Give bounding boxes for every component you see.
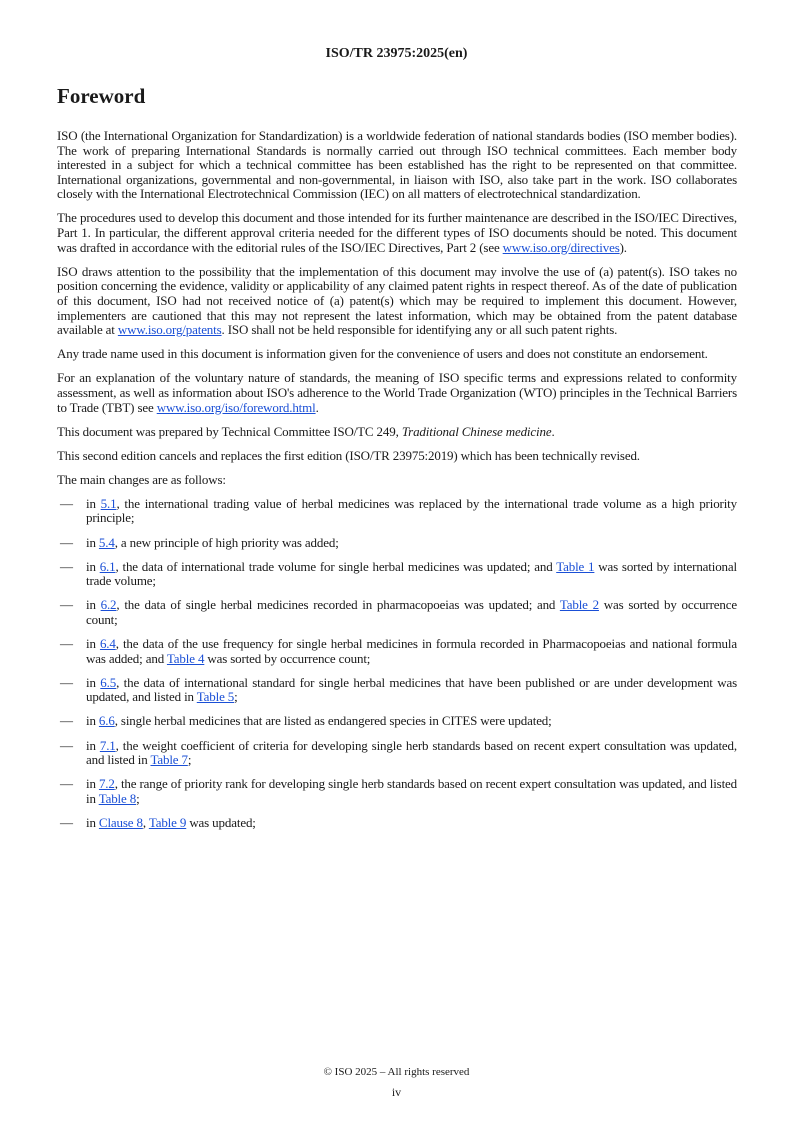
cross-reference-link[interactable]: 5.4 [98, 534, 115, 550]
text-segment: was updated; [186, 814, 256, 830]
text-segment: was sorted by occurrence count; [86, 597, 737, 627]
list-item [57, 598, 737, 627]
text-segment: , a new principle of high priority was added; [114, 534, 339, 550]
dash-bullet: — [60, 495, 73, 511]
cross-reference-link[interactable]: Table 9 [148, 814, 187, 830]
dash-bullet: — [60, 636, 73, 652]
dash-bullet: — [60, 814, 73, 830]
text-segment: in [86, 674, 101, 690]
text-segment: ISO (the International Organization for Standardization) is a worldwide federation of national standards bodies (ISO member bodies). The work of preparing International Standards is normally carried out through ISO technical committees. Each member body interested in a subject for which a technical committee has been established has the right to be represented on that committee. International organizations, governmental and non-governmental, in liaison with ISO, also take part in the work. ISO collaborates closely with the International Electrotechnical Commission (IEC) on all matters of electrotechnical standardization. [57, 128, 737, 202]
text-segment: in [86, 737, 100, 753]
text-segment: in [86, 534, 99, 550]
text-segment: ; [234, 689, 238, 705]
text-segment: , the data of single herbal medicines recorded in pharmacopoeias was updated; and [116, 597, 560, 613]
dash-bullet: — [60, 776, 73, 792]
page-title: Foreword [57, 84, 146, 108]
foreword-body [57, 129, 737, 840]
cross-reference-link[interactable]: www.iso.org/directives [502, 239, 620, 255]
text-segment: in [86, 495, 101, 511]
dash-bullet: — [60, 713, 73, 729]
cross-reference-link[interactable]: 6.6 [98, 713, 115, 729]
text-segment: Any trade name used in this document is information given for the convenience of users and does not constitute an endorsement. [57, 346, 708, 362]
list-item-text [86, 598, 737, 627]
text-segment: , the range of priority rank for developing single herb standards based on recent expert consultation was updated, and listed in [86, 776, 738, 806]
cross-reference-link[interactable]: 6.4 [99, 636, 116, 652]
list-item [57, 714, 737, 729]
cross-reference-link[interactable]: 6.5 [100, 674, 117, 690]
list-item-text [86, 739, 737, 768]
cross-reference-link[interactable]: Table 5 [196, 689, 235, 705]
list-item [57, 560, 737, 589]
paragraph [57, 265, 737, 338]
text-segment: , the international trading value of herbal medicines was replaced by the international trade volume as a high priority principle; [86, 495, 737, 526]
list-item-text [86, 777, 737, 806]
text-segment: , the data of the use frequency for single herbal medicines in formula recorded in Pharmacopoeias and national formula was added; and [86, 636, 737, 666]
page-number: iv [391, 1085, 402, 1099]
text-segment: ISO draws attention to the possibility that the implementation of this document may involve the use of (a) patent(s). ISO takes no position concerning the evidence, validity or applicability of any claimed patent rights in respect thereof. As of the date of publication of this document, ISO had not received notice of (a) patent(s) which may be required to implement this document. However, implementers are cautioned that this may not represent the latest information, which may be obtained from the patent database available at [57, 263, 737, 338]
cross-reference-link[interactable]: 6.1 [99, 558, 116, 574]
text-segment: was sorted by international trade volume; [86, 558, 737, 589]
list-item-text [86, 560, 737, 589]
text-segment: , single herbal medicines that are listed as endangered species in CITES were updated; [114, 713, 552, 729]
cross-reference-link[interactable]: www.iso.org/iso/foreword.html [156, 399, 316, 415]
paragraph [57, 211, 737, 255]
paragraph [57, 371, 737, 415]
list-item-text [86, 536, 737, 551]
list-item [57, 739, 737, 768]
text-segment: ; [187, 752, 192, 768]
changes-intro: The main changes are as follows: [57, 471, 226, 487]
text-segment: The procedures used to develop this document and those intended for its further maintenance are described in the ISO/IEC Directives, Part 1. In particular, the different approval criteria needed for the different types of ISO documents should be noted. This document was drafted in accordance with the editorial rules of the ISO/IEC Directives, Part 2 (see [57, 210, 737, 255]
list-item-text [86, 497, 737, 526]
list-item [57, 816, 737, 831]
text-segment: in [86, 776, 99, 792]
cross-reference-link[interactable]: Table 7 [150, 752, 188, 768]
text-segment: For an explanation of the voluntary nature of standards, the meaning of ISO specific terms and expressions related to conformity assessment, as well as information about ISO's adherence to the World Trade Organization (WTO) principles in the Technical Barriers to Trade (TBT) see [57, 370, 737, 415]
text-segment: in [86, 713, 99, 729]
dash-bullet: — [60, 737, 73, 753]
cross-reference-link[interactable]: Table 1 [556, 558, 595, 574]
cross-reference-link[interactable]: 6.2 [100, 597, 117, 613]
dash-bullet: — [60, 534, 73, 550]
list-item [57, 536, 737, 551]
list-item-text [86, 714, 737, 729]
text-segment: , the data of international standard for single herbal medicines that have been published or are under development was updated, and listed in [86, 674, 737, 705]
text-segment: , the weight coefficient of criteria for developing single herb standards based on recent expert consultation was updated, and listed in [86, 737, 737, 768]
text-segment: in [86, 597, 101, 613]
dash-bullet: — [60, 558, 73, 574]
paragraph [57, 129, 737, 202]
cross-reference-link[interactable]: 7.2 [98, 776, 115, 792]
text-segment: in [86, 814, 99, 830]
list-item-text [86, 816, 737, 831]
list-item [57, 637, 737, 666]
paragraph [57, 347, 737, 362]
dash-bullet: — [60, 597, 73, 613]
text-segment: was sorted by occurrence count; [204, 650, 371, 666]
edition-paragraph: This second edition cancels and replaces the first edition (ISO/TR 23975:2019) which has been technically revised. [57, 447, 640, 463]
cross-reference-link[interactable]: 5.1 [100, 495, 117, 511]
text-segment: , the data of international trade volume for single herbal medicines was updated; and [115, 558, 557, 574]
cross-reference-link[interactable]: 7.1 [99, 737, 116, 753]
text-segment: . ISO shall not be held responsible for identifying any or all such patent rights. [221, 322, 618, 338]
list-item-text [86, 676, 737, 705]
changes-list [57, 497, 737, 831]
list-item-text [86, 637, 737, 666]
list-item [57, 777, 737, 806]
cross-reference-link[interactable]: Table 2 [559, 597, 599, 613]
text-segment: ; [136, 790, 140, 806]
text-segment: , [142, 814, 149, 830]
list-item [57, 676, 737, 705]
text-segment: in [86, 636, 100, 652]
copyright-footer: © ISO 2025 – All rights reserved [323, 1066, 470, 1078]
dash-bullet: — [60, 674, 73, 690]
list-item [57, 497, 737, 526]
cross-reference-link[interactable]: Table 8 [98, 790, 137, 806]
text-segment: . [315, 399, 319, 415]
text-segment: ). [619, 239, 627, 255]
text-segment: in [86, 558, 100, 574]
document-id-header: ISO/TR 23975:2025(en) [325, 46, 468, 61]
cross-reference-link[interactable]: www.iso.org/patents [117, 322, 222, 338]
cross-reference-link[interactable]: Clause 8 [98, 814, 143, 830]
committee-paragraph: This document was prepared by Technical Committee ISO/TC 249, Traditional Chinese medicine. [57, 423, 555, 439]
cross-reference-link[interactable]: Table 4 [166, 650, 205, 666]
